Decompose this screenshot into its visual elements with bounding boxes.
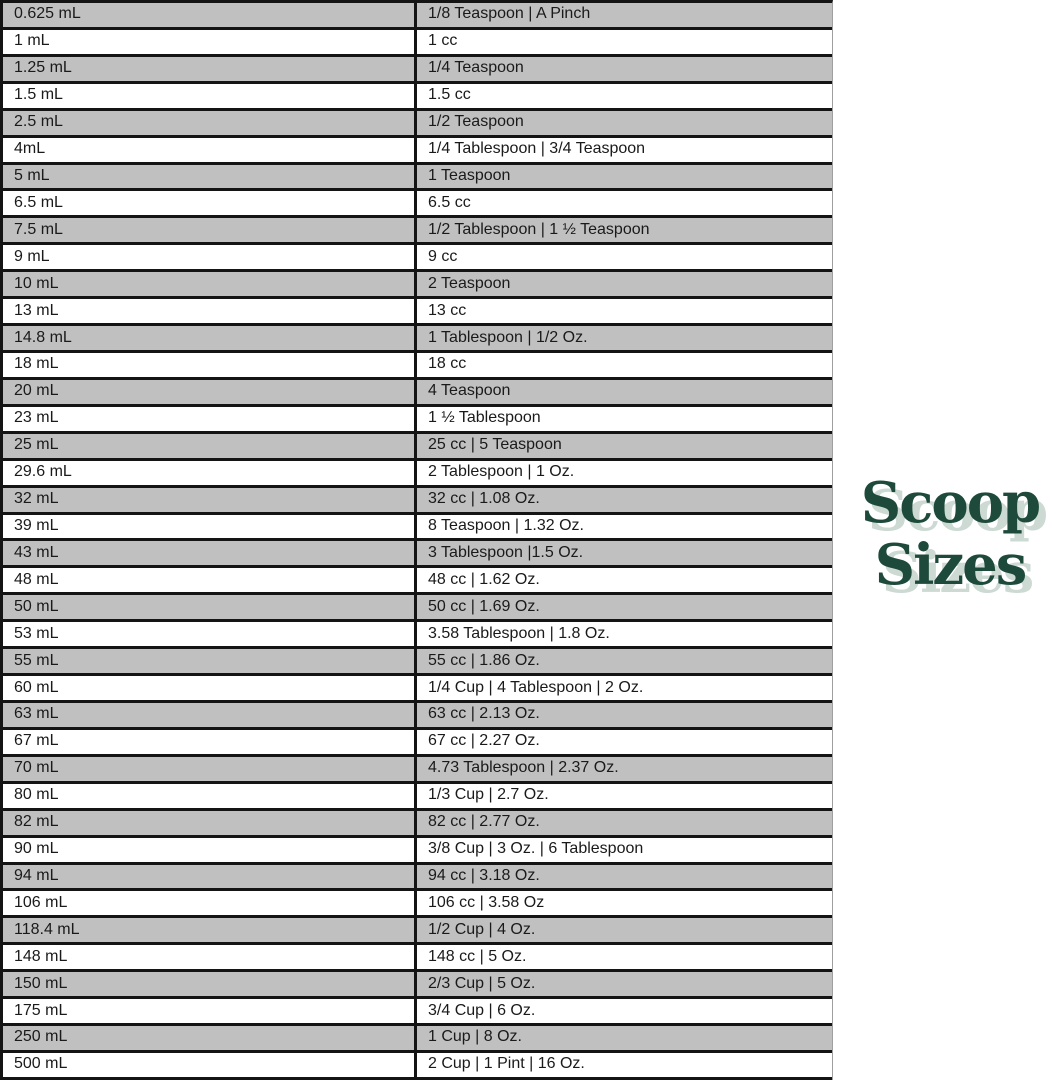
ml-cell: 1 mL	[3, 30, 417, 54]
table-row	[3, 3, 832, 30]
ml-cell: 48 mL	[3, 568, 417, 592]
ml-cell: 500 mL	[3, 1053, 417, 1077]
conversion-cell: 148 cc | 5 Oz.	[428, 947, 527, 965]
table-row	[3, 138, 832, 165]
table-row	[3, 245, 832, 272]
ml-cell: 80 mL	[3, 784, 417, 808]
table-row	[3, 380, 832, 407]
conversion-cell: 6.5 cc	[428, 193, 471, 211]
ml-cell: 23 mL	[3, 407, 417, 431]
ml-cell: 43 mL	[3, 541, 417, 565]
conversion-cell: 1/2 Teaspoon	[428, 113, 524, 131]
conversion-cell: 55 cc | 1.86 Oz.	[428, 651, 540, 669]
conversion-cell: 48 cc | 1.62 Oz.	[428, 570, 540, 588]
table-row	[3, 111, 832, 138]
conversion-cell: 2 Teaspoon	[428, 274, 511, 292]
table-row	[3, 218, 832, 245]
conversion-cell: 13 cc	[428, 301, 467, 319]
table-row	[3, 784, 832, 811]
ml-cell: 10 mL	[3, 272, 417, 296]
table-row	[3, 838, 832, 865]
ml-cell: 32 mL	[3, 488, 417, 512]
ml-cell: 20 mL	[3, 380, 417, 404]
table-row	[3, 865, 832, 892]
ml-cell: 82 mL	[3, 811, 417, 835]
ml-cell: 150 mL	[3, 972, 417, 996]
ml-cell: 14.8 mL	[3, 326, 417, 350]
table-row	[3, 703, 832, 730]
table-row	[3, 649, 832, 676]
table-row	[3, 1026, 832, 1053]
table-row	[3, 945, 832, 972]
logo-line-1: Scoop	[860, 470, 1040, 536]
ml-cell: 63 mL	[3, 703, 417, 727]
conversion-cell: 25 cc | 5 Teaspoon	[428, 436, 562, 454]
conversion-cell: 94 cc | 3.18 Oz.	[428, 866, 540, 884]
table-row	[3, 434, 832, 461]
ml-cell: 9 mL	[3, 245, 417, 269]
table-row	[3, 568, 832, 595]
table-row	[3, 622, 832, 649]
conversion-cell: 3 Tablespoon |1.5 Oz.	[428, 543, 584, 561]
ml-cell: 5 mL	[3, 165, 417, 189]
conversion-cell: 2 Tablespoon | 1 Oz.	[428, 463, 575, 481]
ml-cell: 39 mL	[3, 515, 417, 539]
ml-cell: 6.5 mL	[3, 191, 417, 215]
ml-cell: 2.5 mL	[3, 111, 417, 135]
ml-cell: 7.5 mL	[3, 218, 417, 242]
ml-cell: 118.4 mL	[3, 918, 417, 942]
table-row	[3, 676, 832, 703]
table-row	[3, 84, 832, 111]
table-row	[3, 30, 832, 57]
conversion-cell: 3/4 Cup | 6 Oz.	[428, 1001, 536, 1019]
scoop-sizes-logo	[841, 472, 1059, 596]
conversion-cell: 1/3 Cup | 2.7 Oz.	[428, 786, 549, 804]
table-row	[3, 165, 832, 192]
ml-cell: 106 mL	[3, 891, 417, 915]
table-row	[3, 272, 832, 299]
ml-cell: 250 mL	[3, 1026, 417, 1050]
conversion-cell: 2/3 Cup | 5 Oz.	[428, 974, 536, 992]
ml-cell: 53 mL	[3, 622, 417, 646]
conversion-cell: 1/8 Teaspoon | A Pinch	[428, 5, 591, 23]
table-row	[3, 407, 832, 434]
conversion-cell: 1/4 Tablespoon | 3/4 Teaspoon	[428, 140, 646, 158]
table-row	[3, 488, 832, 515]
table-row	[3, 891, 832, 918]
table-row	[3, 191, 832, 218]
conversion-cell: 1/4 Teaspoon	[428, 59, 524, 77]
ml-cell: 18 mL	[3, 353, 417, 377]
conversion-cell: 50 cc | 1.69 Oz.	[428, 597, 540, 615]
conversion-cell: 4 Teaspoon	[428, 382, 511, 400]
ml-cell: 94 mL	[3, 865, 417, 889]
ml-cell: 90 mL	[3, 838, 417, 862]
conversion-cell: 1 Tablespoon | 1/2 Oz.	[428, 328, 588, 346]
conversion-cell: 1 cc	[428, 32, 458, 50]
table-row	[3, 461, 832, 488]
table-row	[3, 57, 832, 84]
table-row	[3, 999, 832, 1026]
ml-cell: 25 mL	[3, 434, 417, 458]
ml-cell: 13 mL	[3, 299, 417, 323]
conversion-cell: 1/2 Tablespoon | 1 ½ Teaspoon	[428, 220, 650, 238]
ml-cell: 0.625 mL	[3, 3, 417, 27]
ml-cell: 29.6 mL	[3, 461, 417, 485]
ml-cell: 67 mL	[3, 730, 417, 754]
ml-cell: 1.5 mL	[3, 84, 417, 108]
table-row	[3, 299, 832, 326]
conversion-cell: 32 cc | 1.08 Oz.	[428, 490, 540, 508]
conversion-cell: 106 cc | 3.58 Oz	[428, 893, 545, 911]
conversion-cell: 82 cc | 2.77 Oz.	[428, 813, 540, 831]
table-row	[3, 972, 832, 999]
table-row	[3, 1053, 832, 1080]
conversion-cell: 1/4 Cup | 4 Tablespoon | 2 Oz.	[428, 678, 644, 696]
ml-cell: 60 mL	[3, 676, 417, 700]
conversion-cell: 18 cc	[428, 355, 467, 373]
ml-cell: 50 mL	[3, 595, 417, 619]
conversion-cell: 3/8 Cup | 3 Oz. | 6 Tablespoon	[428, 840, 644, 858]
conversion-cell: 4.73 Tablespoon | 2.37 Oz.	[428, 759, 619, 777]
table-row	[3, 541, 832, 568]
conversion-cell: 2 Cup | 1 Pint | 16 Oz.	[428, 1055, 585, 1073]
table-row	[3, 353, 832, 380]
conversion-cell: 67 cc | 2.27 Oz.	[428, 732, 540, 750]
conversion-cell: 1 ½ Tablespoon	[428, 409, 541, 427]
conversion-cell: 8 Teaspoon | 1.32 Oz.	[428, 516, 584, 534]
conversion-cell: 1.5 cc	[428, 86, 471, 104]
ml-cell: 175 mL	[3, 999, 417, 1023]
ml-cell: 70 mL	[3, 757, 417, 781]
table-row	[3, 730, 832, 757]
conversion-cell: 1/2 Cup | 4 Oz.	[428, 920, 536, 938]
ml-cell: 4mL	[3, 138, 417, 162]
conversion-cell: 63 cc | 2.13 Oz.	[428, 705, 540, 723]
conversion-cell: 1 Cup | 8 Oz.	[428, 1028, 522, 1046]
ml-cell: 148 mL	[3, 945, 417, 969]
table-row	[3, 918, 832, 945]
table-row	[3, 515, 832, 542]
ml-cell: 55 mL	[3, 649, 417, 673]
table-row	[3, 757, 832, 784]
table-row	[3, 811, 832, 838]
conversion-cell: 1 Teaspoon	[428, 166, 511, 184]
ml-cell: 1.25 mL	[3, 57, 417, 81]
conversion-cell: 3.58 Tablespoon | 1.8 Oz.	[428, 624, 610, 642]
conversion-cell: 9 cc	[428, 247, 458, 265]
table-row	[3, 326, 832, 353]
table-row	[3, 595, 832, 622]
logo-line-2: Sizes	[874, 532, 1026, 598]
